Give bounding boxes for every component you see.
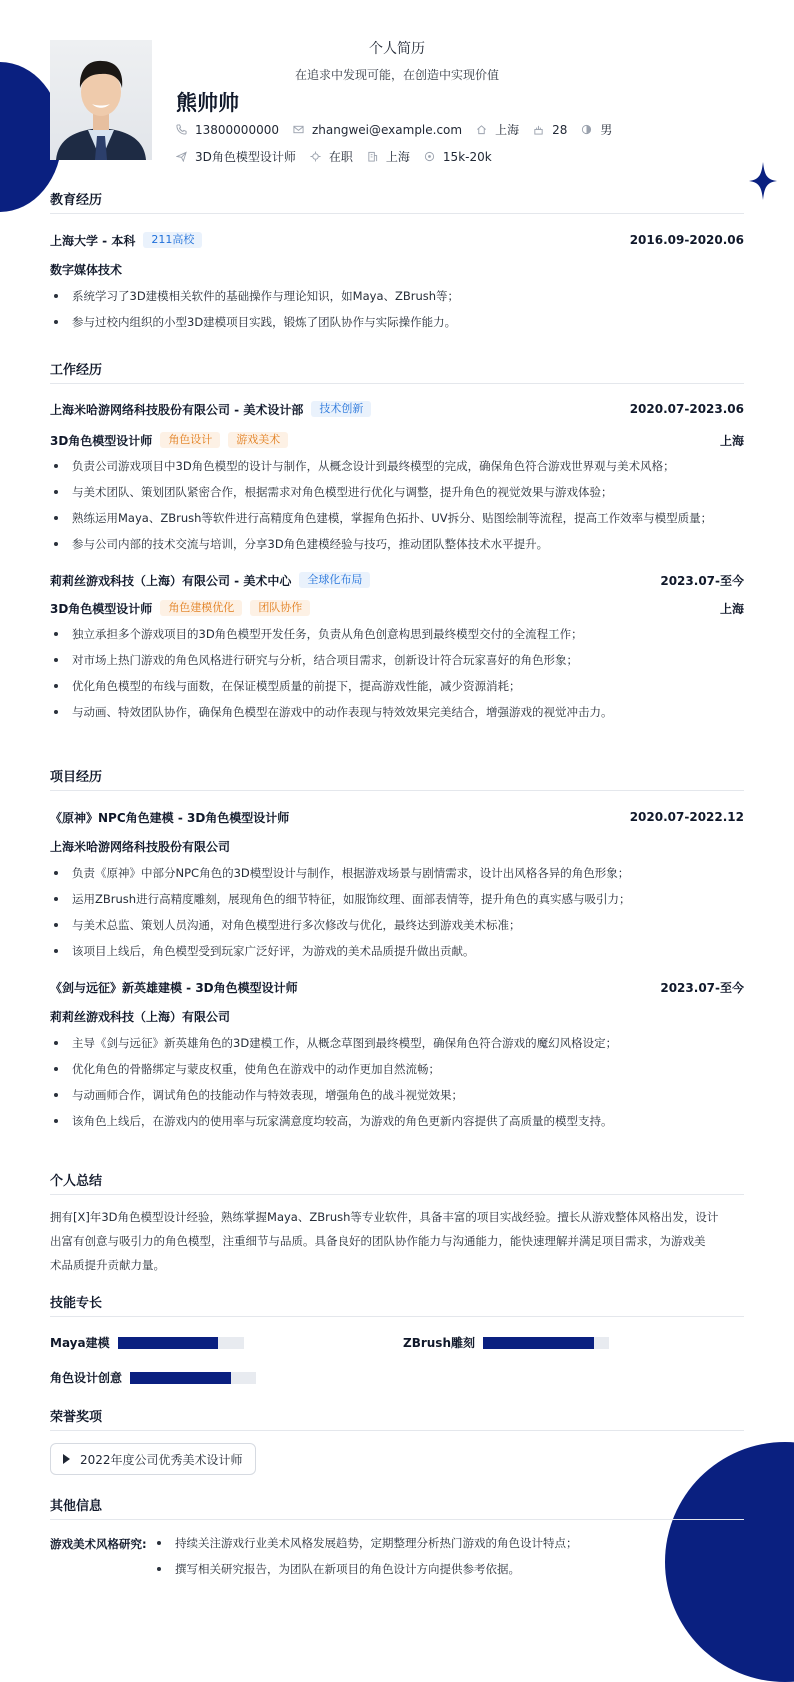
list-item: 独立承担多个游戏项目的3D角色模型开发任务，负责从角色创意构思到最终模型交付的全流程工作； [50, 621, 744, 647]
award-text: 2022年度公司优秀美术设计师 [80, 1452, 243, 1467]
list-item: 与动画师合作，调试角色的技能动作与特效表现，增强角色的战斗视觉效果； [50, 1082, 744, 1108]
role-name: 3D角色模型设计师 [50, 433, 153, 448]
position-item [176, 148, 296, 165]
major-name: 数字媒体技术 [50, 263, 123, 277]
skill-item [50, 1369, 256, 1386]
skill-item [403, 1334, 609, 1351]
project-section [50, 766, 744, 1134]
list-item: 运用ZBrush进行高精度雕刻，展现角色的细节特征，如服饰纹理、面部表情等，提升角色的真实感与吸引力； [50, 886, 744, 912]
age-item [533, 123, 567, 137]
resume-subtitle: 在追求中发现可能，在创造中实现价值 [294, 68, 499, 82]
other-label: 游戏美术风格研究: [50, 1537, 147, 1551]
list-item: 参与过校内组织的小型3D建模项目实践，锻炼了团队协作与实际操作能力。 [50, 309, 744, 335]
role-tag: 角色建模优化 [160, 600, 242, 616]
list-item: 撰写相关研究报告，为团队在新项目的角色设计方向提供参考依据。 [153, 1556, 753, 1582]
company-tag: 技术创新 [311, 401, 371, 417]
section-title-project: 项目经历 [50, 766, 744, 791]
company-name: 莉莉丝游戏科技（上海）有限公司 - 美术中心 [50, 573, 292, 588]
role-name: 3D角色模型设计师 [50, 601, 153, 616]
skill-name: Maya建模 [50, 1336, 110, 1350]
work-role-row [50, 599, 744, 617]
list-item: 熟练运用Maya、ZBrush等软件进行高精度角色建模，掌握角色拓扑、UV拆分、贴图绘制等流程，提高工作效率与模型质量； [50, 505, 744, 531]
profile-photo [50, 40, 152, 160]
work-location: 上海 [719, 601, 744, 616]
section-title-work: 工作经历 [50, 359, 744, 384]
work-bullets [50, 621, 744, 725]
education-entry-head [50, 231, 744, 249]
gender-item [581, 121, 612, 138]
city-text: 上海 [385, 150, 410, 164]
cake-icon [533, 124, 544, 135]
list-item: 该角色上线后，在游戏内的使用率与玩家满意度均较高，为游戏的角色更新内容提供了高质量的模型支持。 [50, 1108, 744, 1134]
status-icon [310, 151, 321, 162]
skill-bar-fill [118, 1337, 219, 1349]
list-item: 持续关注游戏行业美术风格发展趋势，定期整理分析热门游戏的角色设计特点； [153, 1530, 753, 1556]
role-tag: 游戏美术 [228, 432, 288, 448]
building-icon [367, 151, 378, 162]
summary-line: 拥有[X]年3D角色模型设计经验，熟练掌握Maya、ZBrush等专业软件，具备丰富的项目实战经验。擅长从游戏整体风格出发，设计 [50, 1210, 719, 1224]
status-item [310, 148, 353, 165]
skill-name: ZBrush雕刻 [403, 1336, 475, 1350]
work-date: 2023.07-至今 [660, 573, 744, 588]
phone-text: 13800000000 [195, 122, 279, 137]
other-bullets [153, 1530, 753, 1582]
skill-bar-fill [130, 1372, 231, 1384]
project-company: 莉莉丝游戏科技（上海）有限公司 [50, 1010, 231, 1024]
email-item [293, 123, 462, 137]
list-item: 与美术总监、策划人员沟通，对角色模型进行多次修改与优化，最终达到游戏美术标准； [50, 912, 744, 938]
job-info-row [176, 148, 506, 165]
list-item: 与美术团队、策划团队紧密合作，根据需求对角色模型进行优化与调整，提升角色的视觉效果与游戏体验； [50, 479, 744, 505]
list-item: 负责公司游戏项目中3D角色模型的设计与制作，从概念设计到最终模型的完成，确保角色符合游戏世界观与美术风格； [50, 453, 744, 479]
contact-info-row [176, 121, 626, 138]
resume-title: 个人简历 [369, 41, 425, 57]
education-bullets [50, 283, 744, 335]
project-title: 《剑与远征》新英雄建模 - 3D角色模型设计师 [50, 980, 298, 995]
coin-icon [424, 151, 435, 162]
project-entry-head [50, 808, 744, 826]
skills-section [50, 1292, 744, 1317]
project-date: 2020.07-2022.12 [629, 810, 744, 824]
other-section [50, 1495, 744, 1520]
age-text: 28 [552, 122, 568, 137]
school-tag: 211高校 [143, 232, 202, 248]
skill-bar [130, 1372, 256, 1384]
gender-text: 男 [600, 123, 613, 137]
work-bullets [50, 453, 744, 557]
phone-item [176, 123, 279, 137]
location-text: 上海 [495, 123, 520, 137]
school-name: 上海大学 - 本科 [50, 233, 136, 248]
company-name: 上海米哈游网络科技股份有限公司 - 美术设计部 [50, 402, 304, 417]
mail-icon [293, 124, 304, 135]
skill-bar [118, 1337, 244, 1349]
skill-bar [483, 1337, 609, 1349]
education-section [50, 189, 744, 335]
section-title-summary: 个人总结 [50, 1170, 744, 1195]
work-section [50, 359, 744, 725]
summary-text [50, 1205, 744, 1277]
role-tag: 团队协作 [250, 600, 310, 616]
list-item: 对市场上热门游戏的角色风格进行研究与分析，结合项目需求，创新设计符合玩家喜好的角色形象； [50, 647, 744, 673]
work-role-row [50, 431, 744, 449]
list-item: 优化角色模型的布线与面数，在保证模型质量的前提下，提高游戏性能，减少资源消耗； [50, 673, 744, 699]
list-item: 系统学习了3D建模相关软件的基础操作与理论知识，如Maya、ZBrush等； [50, 283, 744, 309]
email-text: zhangwei@example.com [311, 122, 463, 137]
work-entry-head [50, 571, 744, 589]
list-item: 主导《剑与远征》新英雄角色的3D建模工作，从概念草图到最终模型，确保角色符合游戏的魔幻风格设定； [50, 1030, 744, 1056]
project-bullets [50, 860, 744, 964]
list-item: 负责《原神》中部分NPC角色的3D模型设计与制作，根据游戏场景与剧情需求，设计出风格各异的角色形象； [50, 860, 744, 886]
summary-line: 术品质提升贡献力量。 [50, 1258, 165, 1272]
company-tag: 全球化布局 [299, 572, 370, 588]
section-title-other: 其他信息 [50, 1495, 744, 1520]
phone-icon [176, 124, 187, 135]
project-entry-head [50, 978, 744, 996]
skill-item [50, 1334, 244, 1351]
gender-icon [581, 124, 592, 135]
list-item: 优化角色的骨骼绑定与蒙皮权重，使角色在游戏中的动作更加自然流畅； [50, 1056, 744, 1082]
role-tag: 角色设计 [160, 432, 220, 448]
salary-text: 15k-20k [442, 149, 492, 164]
list-item: 该项目上线后，角色模型受到玩家广泛好评，为游戏的美术品质提升做出贡献。 [50, 938, 744, 964]
summary-section [50, 1170, 744, 1277]
home-icon [476, 124, 487, 135]
location-item [476, 121, 519, 138]
summary-line: 出富有创意与吸引力的角色模型，注重细节与品质。具备良好的团队协作能力与沟通能力，能快速理解并满足项目需求，为游戏美 [50, 1234, 706, 1248]
list-item: 与动画、特效团队协作，确保角色模型在游戏中的动作表现与特效效果完美结合，增强游戏的视觉冲击力。 [50, 699, 744, 725]
section-title-awards: 荣誉奖项 [50, 1406, 744, 1431]
awards-section [50, 1406, 744, 1475]
project-bullets [50, 1030, 744, 1134]
work-entry-head [50, 400, 744, 418]
salary-item [424, 150, 492, 164]
project-title: 《原神》NPC角色建模 - 3D角色模型设计师 [50, 810, 290, 825]
education-date: 2016.09-2020.06 [629, 233, 744, 247]
skill-bar-fill [483, 1337, 594, 1349]
work-location: 上海 [719, 433, 744, 448]
candidate-name: 熊帅帅 [176, 91, 239, 115]
project-company: 上海米哈游网络科技股份有限公司 [50, 840, 231, 854]
work-date: 2020.07-2023.06 [629, 402, 744, 416]
section-title-education: 教育经历 [50, 189, 744, 214]
project-date: 2023.07-至今 [660, 980, 744, 995]
list-item: 参与公司内部的技术交流与培训，分享3D角色建模经验与技巧，推动团队整体技术水平提升。 [50, 531, 744, 557]
send-icon [176, 151, 187, 162]
status-text: 在职 [328, 150, 353, 164]
play-icon [63, 1454, 70, 1464]
award-chip [50, 1443, 256, 1475]
section-title-skills: 技能专长 [50, 1292, 744, 1317]
city-item [367, 148, 410, 165]
position-text: 3D角色模型设计师 [195, 150, 296, 164]
skill-name: 角色设计创意 [50, 1371, 123, 1385]
